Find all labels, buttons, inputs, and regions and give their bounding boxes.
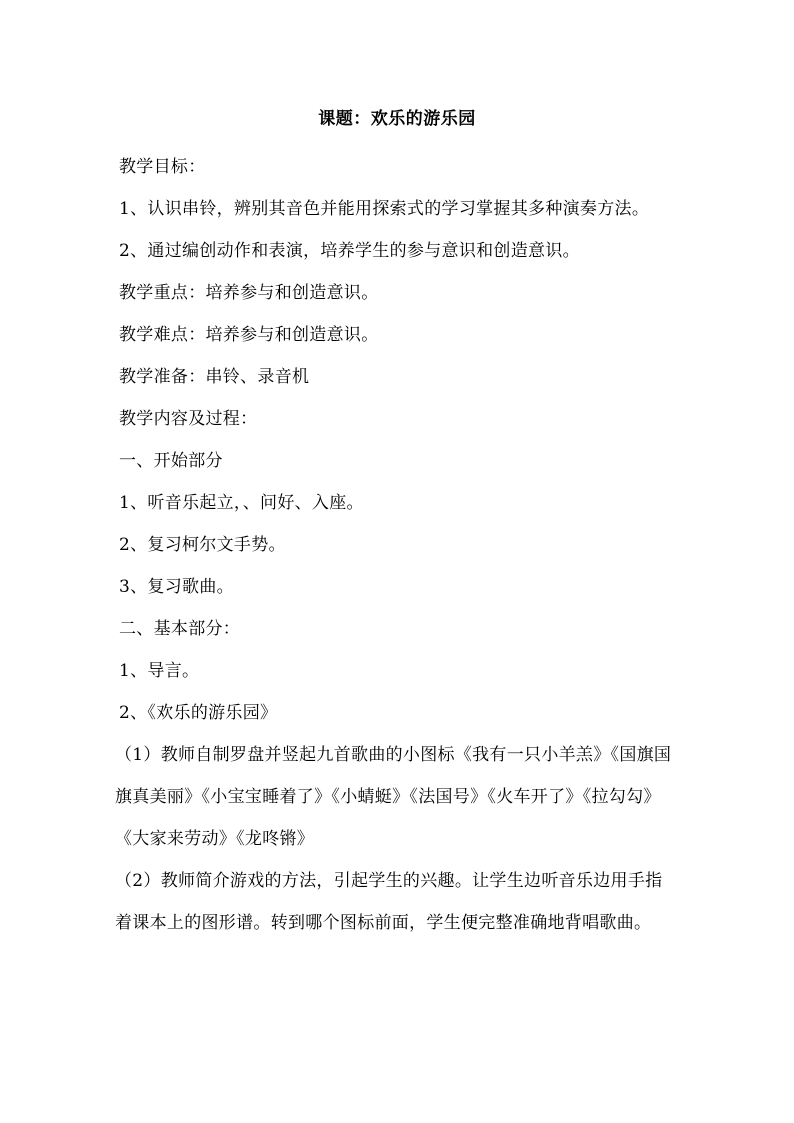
text-line-step-2: 2、复习柯尔文手势。 [119,535,286,555]
text-line-section-2: 二、基本部分： [119,619,241,639]
text-line-difficulty: 教学难点：培养参与和创造意识。 [119,325,379,345]
text-line-objective-1: 1、认识串铃，辨别其音色并能用探索式的学习掌握其多种演奏方法。 [119,199,650,219]
text-line-song-title: 2、《欢乐的游乐园》 [119,703,278,723]
document-body [115,146,679,944]
text-line-key-point: 教学重点：培养参与和创造意识。 [119,283,379,303]
text-line-objective-2: 2、通过编创动作和表演，培养学生的参与意识和创造意识。 [119,241,580,261]
paragraph-compass-activity: （1）教师自制罗盘并竖起九首歌曲的小图标《我有一只小羊羔》《国旗国旗真美丽》《小宝宝睡着了》《小蜻蜓》《法国号》《火车开了》《拉勾勾》《大家来劳动》《龙咚锵》 [115,745,672,849]
text-line-intro: 1、导言。 [119,661,200,681]
paragraph-game-method: （2）教师简介游戏的方法，引起学生的兴趣。让学生边听音乐边用手指着课本上的图形谱。转到哪个图标前面，学生便完整准确地背唱歌曲。 [115,871,663,933]
text-line-objectives-heading: 教学目标： [119,157,206,177]
text-line-step-1: 1、听音乐起立，、问好、入座。 [119,493,364,513]
page-title: 课题：欢乐的游乐园 [318,109,476,129]
text-line-preparation: 教学准备：串铃、录音机 [119,367,310,387]
text-line-process-heading: 教学内容及过程： [119,409,258,429]
text-line-section-1: 一、开始部分 [119,451,223,471]
text-line-step-3: 3、复习歌曲。 [119,577,234,597]
